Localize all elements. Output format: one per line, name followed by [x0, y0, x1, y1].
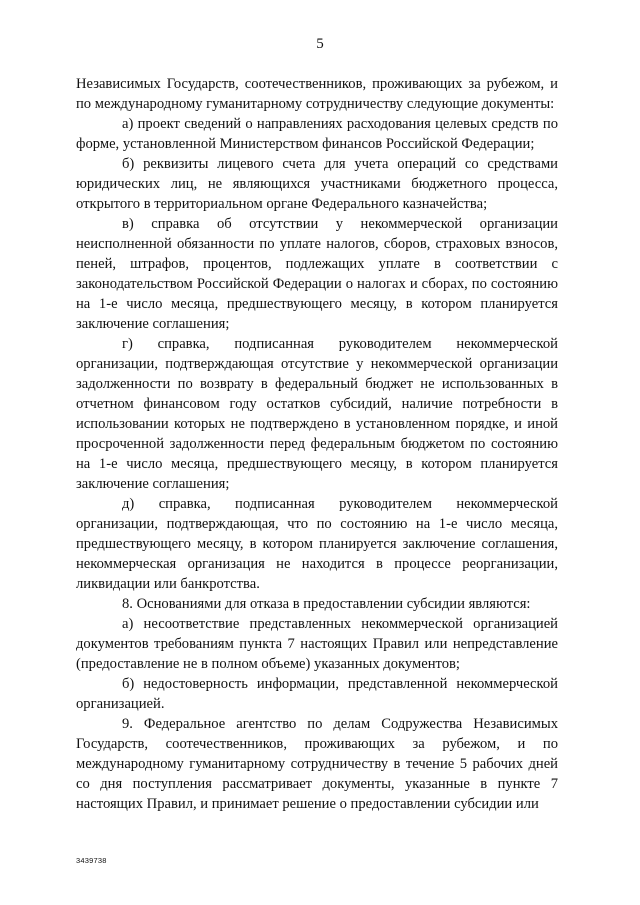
paragraph-item-b: б) реквизиты лицевого счета для учета операций со средствами юридических лиц, не являющихся участниками бюджетного процесса, открытого в территориальном органе Федерального казначейства;: [76, 156, 558, 212]
page-number: 5: [316, 36, 324, 52]
paragraph-item-v: в) справка об отсутствии у некоммерческой организации неисполненной обязанности по уплате налогов, сборов, страховых взносов, пеней, штрафов, процентов, подлежащих уплате в соответствии с законодательством Российской Федерации о налогах и сборах, по состоянию на 1-е число месяца, предшествующего месяцу, в котором планируется заключение соглашения;: [76, 216, 558, 332]
paragraph-item-g: г) справка, подписанная руководителем некоммерческой организации, подтверждающая отсутствие у некоммерческой организации задолженности по возврату в федеральный бюджет не использованных в отчетном финансовом году остатков субсидий, наличие потребности в использовании которых не подтверждено в установленном порядке, и иной просроченной задолженности перед федеральным бюджетом по состоянию на 1-е число месяца, предшествующего месяцу, в котором планируется заключение соглашения;: [76, 336, 558, 492]
paragraph-clause-8-a: а) несоответствие представленных некоммерческой организацией документов требованиям пункта 7 настоящих Правил или непредставление (предоставление не в полном объеме) указанных документов;: [76, 616, 558, 672]
paragraph-continuation: Независимых Государств, соотечественников, проживающих за рубежом, и по международному гуманитарному сотрудничеству следующие документы:: [76, 76, 558, 112]
paragraph-clause-9: 9. Федеральное агентство по делам Содружества Независимых Государств, соотечественников, проживающих за рубежом, и по международному гуманитарному сотрудничеству в течение 5 рабочих дней со дня поступления рассматривает документы, указанные в пункте 7 настоящих Правил, и принимает решение о предоставлении субсидии или: [76, 716, 558, 812]
document-body: [76, 74, 558, 814]
paragraph-item-a: а) проект сведений о направлениях расходования целевых средств по форме, установленной Министерством финансов Российской Федерации;: [76, 116, 558, 152]
footer-document-id: 3439738: [76, 856, 107, 865]
paragraph-clause-8-b: б) недостоверность информации, представленной некоммерческой организацией.: [76, 676, 558, 712]
paragraph-clause-8: 8. Основаниями для отказа в предоставлении субсидии являются:: [122, 596, 531, 612]
paragraph-item-d: д) справка, подписанная руководителем некоммерческой организации, подтверждающая, что по состоянию на 1-е число месяца, предшествующего месяцу, в котором планируется заключение соглашения, некоммерческая организация не находится в процессе реорганизации, ликвидации или банкротства.: [76, 496, 558, 592]
